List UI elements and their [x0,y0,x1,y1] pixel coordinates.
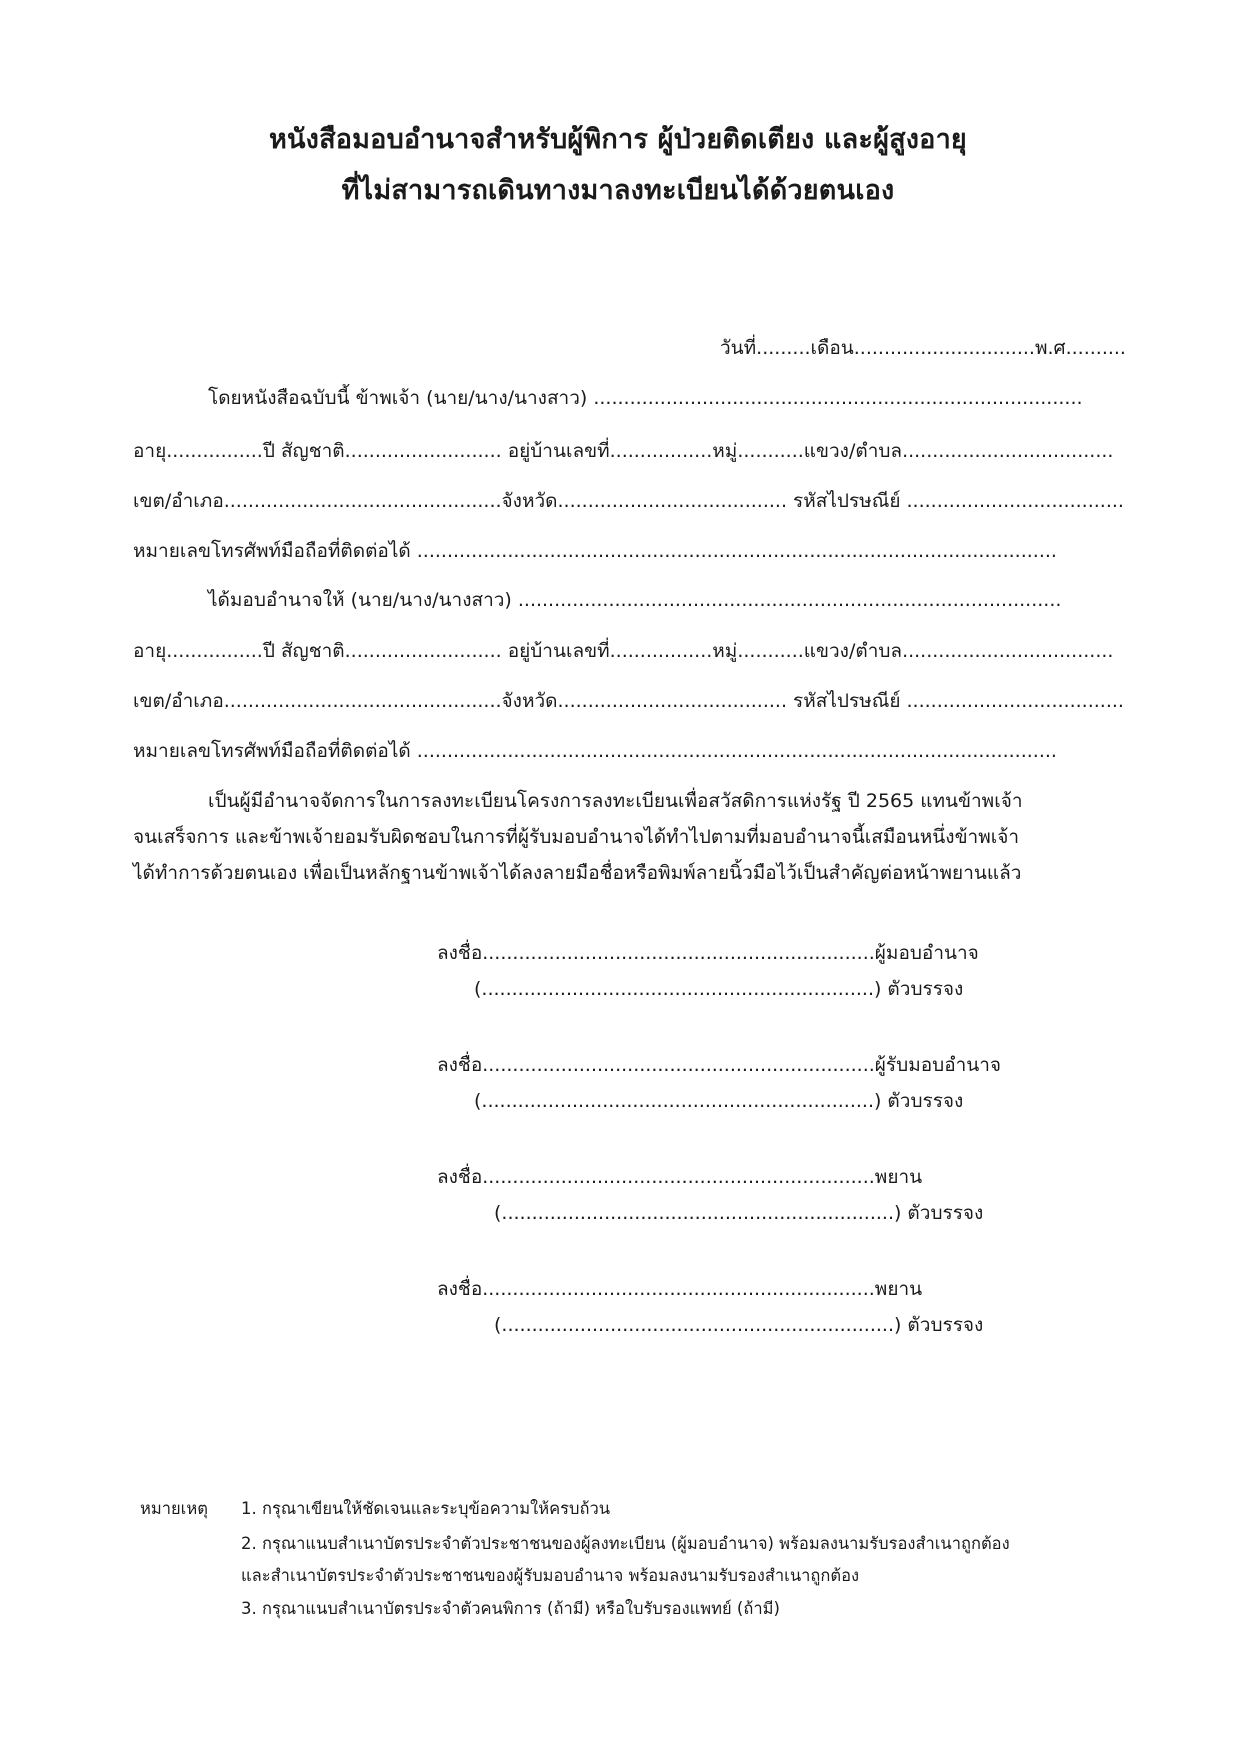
signature-witness-2: ลงชื่อ.................................................................พยาน [437,1278,923,1300]
note-item-3: 3. กรุณาแนบสำเนาบัตรประจำตัวคนพิการ (ถ้ามี) หรือใบรับรองแพทย์ (ถ้ามี) [241,1599,780,1618]
grantee-district: เขต/อำเภอ..............................................จังหวัด...................................... รหัสไปรษณีย์ .................................... [133,690,1124,712]
grantee-address: อายุ................ปี สัญชาติ.......................... อยู่บ้านเลขที่.................หมู่...........แขวง/ตำบล................................... [133,640,1114,662]
signature-witness-1: ลงชื่อ.................................................................พยาน [437,1166,923,1188]
note-item-2: 2. กรุณาแนบสำเนาบัตรประจำตัวประชาชนของผู้ลงทะเบียน (ผู้มอบอำนาจ) พร้อมลงนามรับรองสำเนาถูกต้อง [241,1534,1010,1553]
grantor-phone: หมายเลขโทรศัพท์มือถือที่ติดต่อได้ .......................................................................................................... [133,540,1057,562]
document-title-line-1: หนังสือมอบอำนาจสำหรับผู้พิการ ผู้ป่วยติดเตียง และผู้สูงอายุ [269,124,967,155]
note-item-2-continued: และสำเนาบัตรประจำตัวประชาชนของผู้รับมอบอำนาจ พร้อมลงนามรับรองสำเนาถูกต้อง [241,1566,860,1585]
statement-line-1: เป็นผู้มีอำนาจจัดการในการลงทะเบียนโครงการลงทะเบียนเพื่อสวัสดิการแห่งรัฐ ปี 2565 แทนข้าพเจ้า [208,790,1023,812]
signature-grantor-name: (.................................................................) ตัวบรรจง [474,978,964,1000]
document-title-line-2: ที่ไม่สามารถเดินทางมาลงทะเบียนได้ด้วยตนเอง [341,175,895,206]
note-item-1: 1. กรุณาเขียนให้ชัดเจนและระบุข้อความให้ครบถ้วน [241,1499,610,1518]
signature-grantor: ลงชื่อ.................................................................ผู้มอบอำนาจ [437,942,979,964]
signature-grantee: ลงชื่อ.................................................................ผู้รับมอบอำนาจ [437,1054,1002,1076]
notes-label: หมายเหตุ [140,1499,208,1518]
grantor-intro: โดยหนังสือฉบับนี้ ข้าพเจ้า (นาย/นาง/นางสาว) ................................................................................. [208,387,1083,409]
signature-grantee-name: (.................................................................) ตัวบรรจง [474,1090,964,1112]
date-line: วันที่.........เดือน..............................พ.ศ.......... [720,337,1126,359]
grantee-intro: ได้มอบอำนาจให้ (นาย/นาง/นางสาว) .......................................................................................... [208,589,1062,611]
grantor-address: อายุ................ปี สัญชาติ.......................... อยู่บ้านเลขที่.................หมู่...........แขวง/ตำบล................................... [133,440,1114,462]
signature-witness-2-name: (.................................................................) ตัวบรรจง [494,1314,984,1336]
grantee-phone: หมายเลขโทรศัพท์มือถือที่ติดต่อได้ .......................................................................................................... [133,740,1057,762]
grantor-district: เขต/อำเภอ..............................................จังหวัด...................................... รหัสไปรษณีย์ .................................... [133,490,1124,512]
signature-witness-1-name: (.................................................................) ตัวบรรจง [494,1202,984,1224]
statement-line-3: ได้ทำการด้วยตนเอง เพื่อเป็นหลักฐานข้าพเจ้าได้ลงลายมือชื่อหรือพิมพ์ลายนิ้วมือไว้เป็นสำคัญต่อหน้าพยานแล้ว [133,862,1022,884]
statement-line-2: จนเสร็จการ และข้าพเจ้ายอมรับผิดชอบในการที่ผู้รับมอบอำนาจได้ทำไปตามที่มอบอำนาจนี้เสมือนหนึ่งข้าพเจ้า [133,826,1020,848]
